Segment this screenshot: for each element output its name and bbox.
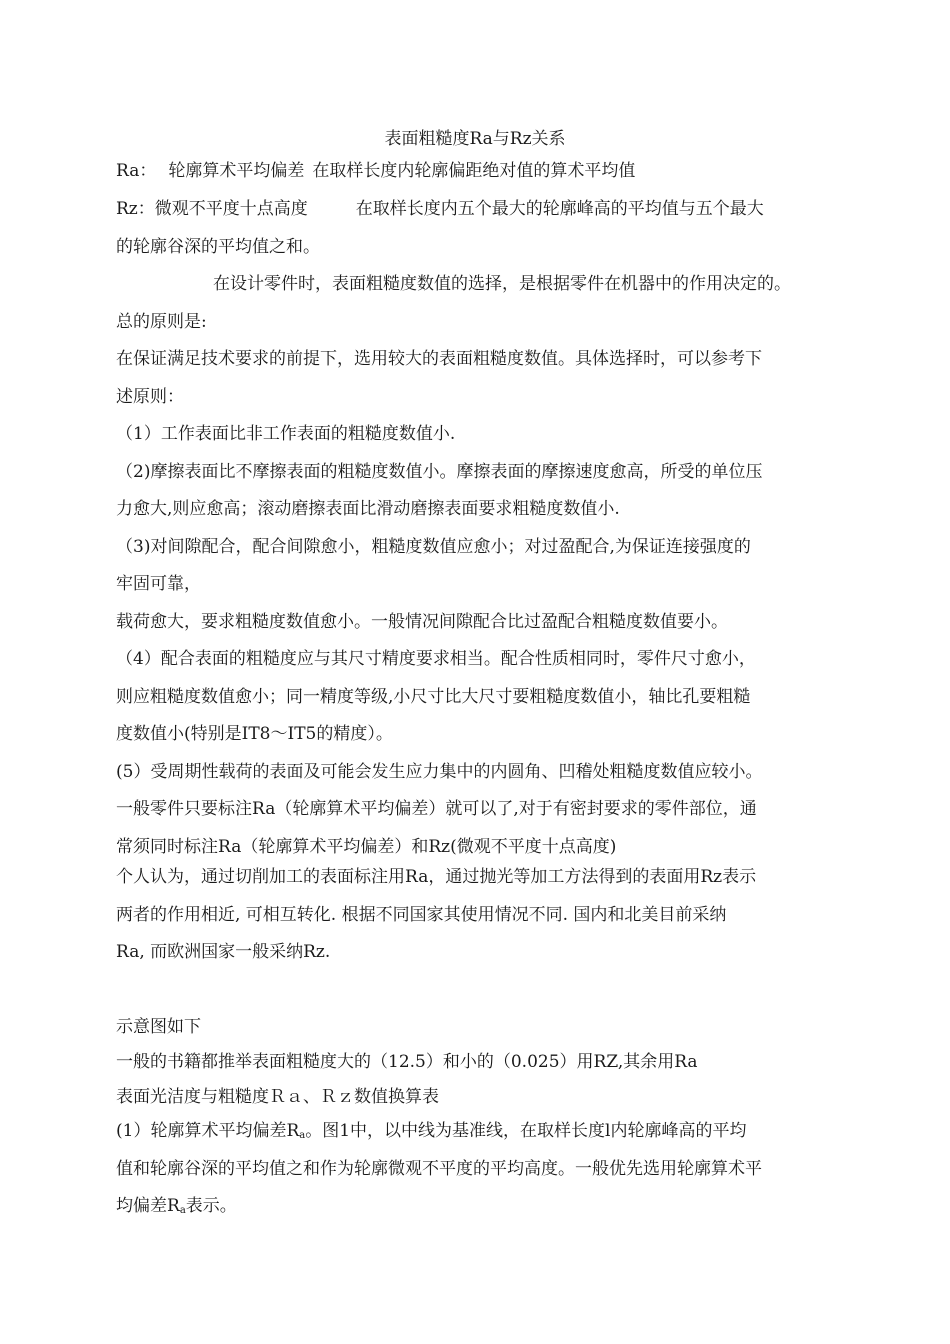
principle-item-4-line-1: （4）配合表面的粗糙度应与其尺寸精度要求相当。配合性质相同时，零件尺寸愈小， — [116, 649, 756, 669]
definition-1-closing-prefix: 均偏差R — [116, 1196, 180, 1216]
principle-item-2-line-2: 力愈大,则应愈高；滚动磨擦表面比滑动磨擦表面要求粗糙度数值小. — [116, 499, 620, 519]
design-paragraph: 在设计零件时，表面粗糙度数值的选择，是根据零件在机器中的作用决定的。 — [213, 274, 791, 294]
annotation-note-line-1: 一般零件只要标注Ra（轮廓算术平均偏差）就可以了,对于有密封要求的零件部位，通 — [116, 799, 757, 819]
ra-subscript: a — [299, 1130, 306, 1141]
ra-term: Ra： — [116, 161, 157, 181]
principle-item-3-line-1: （3)对间隙配合，配合间隙愈小，粗糙度数值应愈小；对过盈配合,为保证连接强度的 — [116, 537, 751, 557]
definition-1-closing-text: 表示。 — [185, 1196, 237, 1216]
principle-item-4-line-3: 度数值小(特别是IT8～IT5的精度）。 — [116, 724, 393, 744]
ra-subscript-closing: a — [179, 1205, 186, 1216]
principle-item-4-line-2: 则应粗糙度数值愈小；同一精度等级,小尺寸比大尺寸要粗糙度数值小，轴比孔要粗糙 — [116, 687, 751, 707]
diagram-note: 示意图如下 — [116, 1017, 201, 1037]
principle-item-3-line-2: 牢固可靠， — [116, 574, 201, 594]
principle-item-3-line-3: 载荷愈大，要求粗糙度数值愈小。一般情况间隙配合比过盈配合粗糙度数值要小。 — [116, 612, 728, 632]
rz-name: 微观不平度十点高度 — [154, 199, 308, 219]
ra-name: 轮廓算术平均偏差 — [168, 161, 305, 181]
definition-1-line-2: 值和轮廓谷深的平均值之和作为轮廓微观不平度的平均高度。一般优先选用轮廓算术平 — [116, 1159, 762, 1179]
principle-line-1: 在保证满足技术要求的前提下，选用较大的表面粗糙度数值。具体选择时，可以参考下 — [116, 349, 762, 369]
principle-item-2-line-1: （2)摩擦表面比不摩擦表面的粗糙度数值小。摩擦表面的摩擦速度愈高，所受的单位压 — [116, 462, 763, 482]
rz-term: Rz： — [116, 199, 155, 219]
principle-line-2: 述原则： — [116, 387, 184, 407]
ra-description: 在取样长度内轮廓偏距绝对值的算术平均值 — [312, 161, 636, 181]
annotation-note-line-2: 常须同时标注Ra（轮廓算术平均偏差）和Rz(微观不平度十点高度) — [116, 837, 617, 857]
principle-item-1: （1）工作表面比非工作表面的粗糙度数值小. — [116, 424, 456, 444]
definition-1-text: 。图1中，以中线为基准线，在取样长度l内轮廓峰高的平均 — [305, 1121, 747, 1141]
document-title: 表面粗糙度Ra与Rz关系 — [384, 129, 566, 149]
books-note: 一般的书籍都推举表面粗糙度大的（12.5）和小的（0.025）用RZ,其余用Ra — [116, 1052, 698, 1072]
opinion-line-2: 两者的作用相近, 可相互转化. 根据不同国家其使用情况不同. 国内和北美目前采纳 — [116, 905, 727, 925]
principle-item-5: (5）受周期性载荷的表面及可能会发生应力集中的内圆角、凹稽处粗糙度数值应较小。 — [116, 762, 763, 782]
rz-definition-line — [116, 198, 764, 220]
definition-1-prefix: (1）轮廓算术平均偏差R — [116, 1121, 300, 1141]
conversion-table-title: 表面光洁度与粗糙度Ｒａ、Ｒｚ数值换算表 — [116, 1087, 439, 1107]
rz-description: 在取样长度内五个最大的轮廓峰高的平均值与五个最大 — [355, 199, 764, 219]
definition-1-line-1 — [116, 1120, 746, 1147]
opinion-line-1: 个人认为，通过切削加工的表面标注用Ra，通过抛光等加工方法得到的表面用Rz表示 — [116, 867, 757, 887]
ra-definition-line — [116, 160, 635, 182]
opinion-line-3: Ra, 而欧洲国家一般采纳Rz. — [116, 942, 331, 962]
definition-1-line-3 — [116, 1195, 237, 1222]
principle-heading: 总的原则是: — [116, 312, 207, 332]
rz-description-continued: 的轮廓谷深的平均值之和。 — [116, 237, 320, 257]
